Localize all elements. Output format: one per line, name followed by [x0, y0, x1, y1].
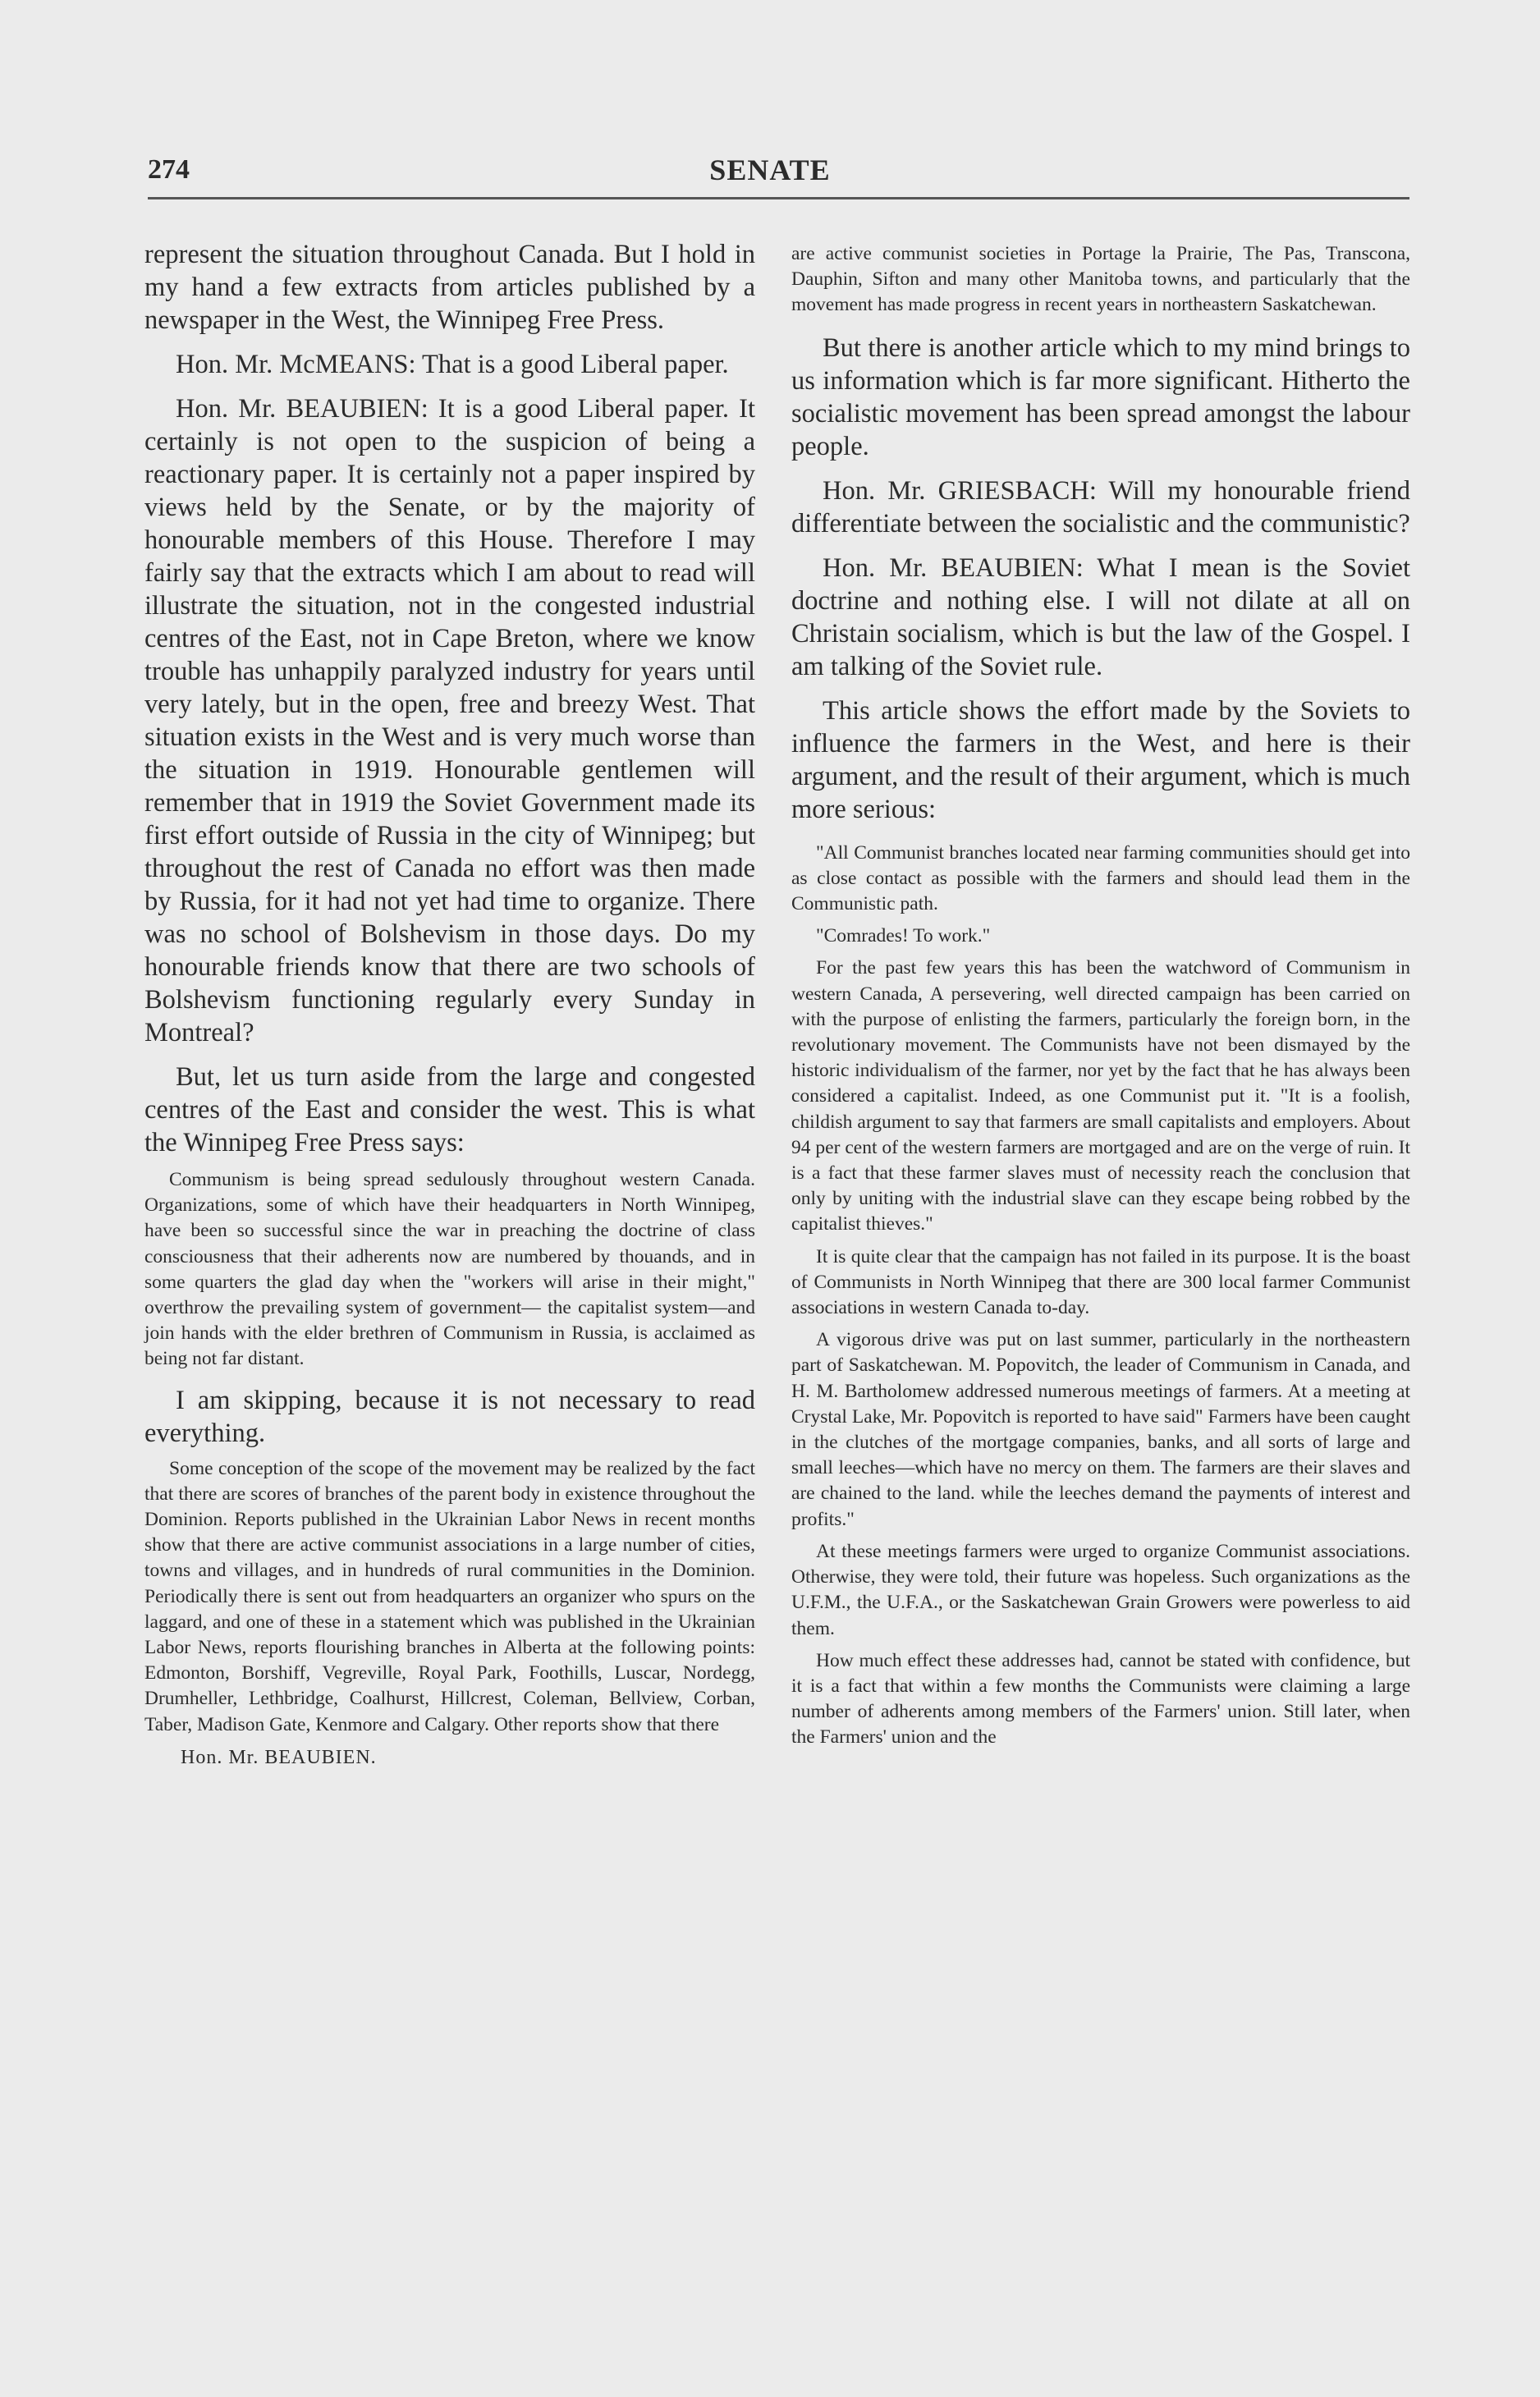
- quoted-extract: A vigorous drive was put on last summer, particularly in the northeastern part of Saskatchewan. M. Popovitch, the leader of Communism in Canada, and H. M. Bartholomew addressed numerous meetings of farmers. At a meeting at Crystal Lake, Mr. Popovitch is reported to have said" Farmers have been caught in the clutches of the mortgage companies, banks, and all sorts of large and small leeches—which have no mercy on them. The farmers are their slaves and are chained to the land. while the leeches demand the payments of interest and profits.": [791, 1329, 1410, 1530]
- quoted-extract: "All Communist branches located near farming communities should get into as close contact as possible with the farmers and should lead them in the Communistic path.: [791, 841, 1410, 915]
- page-number: 274: [148, 154, 190, 185]
- quoted-extract: "Comrades! To work.": [816, 925, 991, 947]
- paragraph: I am skipping, because it is not necessary to read everything.: [144, 1385, 755, 1448]
- left-column: [144, 238, 755, 1771]
- speech-mcmeans: Hon. Mr. McMEANS: That is a good Liberal paper.: [176, 350, 729, 379]
- quoted-extract: Some conception of the scope of the movement may be realized by the fact that there are scores of branches of the parent body in existence throughout the Dominion. Reports published in the Ukrainian Labor News in recent months show that there are active communist associations in a large number of cities, towns and villages, and in hundreds of rural communities in the Dominion. Periodically there is sent out from headquarters an organizer who spurs on the laggard, and one of these in a statement which was published in the Ukrainian Labor News, reports flourishing branches in Alberta at the following points: Edmonton, Borshiff, Vegreville, Royal Park, Foothills, Luscar, Nordegg, Drumheller, Lethbridge, Coalhurst, Hillcrest, Coleman, Bellview, Corban, Taber, Madison Gate, Kenmore and Calgary. Other reports show that there: [144, 1457, 755, 1735]
- paragraph: But there is another article which to my mind brings to us information which is far more significant. Hitherto the socialistic movement has been spread amongst the labour people.: [791, 332, 1410, 461]
- header-rule: [148, 197, 1409, 199]
- quoted-extract: Communism is being spread sedulously throughout western Canada. Organizations, some of which have their headquarters in North Winnipeg, have been so successful since the war in preaching the doctrine of class consciousness that their adherents now are numbered by thouands, and in some quarters the glad day when the "workers will arise in their might," overthrow the prevailing system of government— the capitalist system—and join hands with the elder brethren of Communism in Russia, is acclaimed as being not far distant.: [144, 1169, 755, 1370]
- speaker-attribution: Hon. Mr. BEAUBIEN.: [181, 1746, 377, 1768]
- speech-griesbach: Hon. Mr. GRIESBACH: Will my honourable friend differentiate between the socialistic and the communistic?: [791, 475, 1410, 539]
- quoted-extract: are active communist societies in Portage la Prairie, The Pas, Transcona, Dauphin, Sifton and many other Manitoba towns, and particularly that the movement has made progress in recent years in northeastern Saskatchewan.: [791, 243, 1410, 316]
- paragraph: This article shows the effort made by the Soviets to influence the farmers in the West, and here is their argument, and the result of their argument, which is much more serious:: [791, 695, 1410, 824]
- running-head: SENATE: [709, 154, 831, 186]
- quoted-extract: It is quite clear that the campaign has not failed in its purpose. It is the boast of Communists in North Winnipeg that there are 300 local farmer Communist associations in western Canada to-day.: [791, 1245, 1410, 1319]
- quoted-extract: How much effect these addresses had, cannot be stated with confidence, but it is a fact that within a few months the Communists were claiming a large number of adherents among members of the Farmers' union. Still later, when the Farmers' union and the: [791, 1649, 1410, 1748]
- paragraph: But, let us turn aside from the large and congested centres of the East and consider the west. This is what the Winnipeg Free Press says:: [144, 1062, 755, 1157]
- quoted-extract: At these meetings farmers were urged to organize Communist associations. Otherwise, they were told, their future was hopeless. Such organizations as the U.F.M., the U.F.A., or the Saskatchewan Grain Growers were powerless to aid them.: [791, 1540, 1410, 1639]
- speech-beaubien: Hon. Mr. BEAUBIEN: It is a good Liberal paper. It certainly is not open to the suspicion of being a reactionary paper. It is certainly not a paper inspired by views held by the Senate, or by the majority of honourable members of this House. Therefore I may fairly say that the extracts which I am about to read will illustrate the situation, not in the congested industrial centres of the East, not in Cape Breton, where we know trouble has unhappily paralyzed industry for years until very lately, but in the open, free and breezy West. That situation exists in the West and is very much worse than the situation in 1919. Honourable gentlemen will remember that in 1919 the Soviet Government made its first effort outside of Russia in the city of Winnipeg; but throughout the rest of Canada no effort was then made by Russia, for it had not yet had time to organize. There was no school of Bolshevism in those days. Do my honourable friends know that there are two schools of Bolshevism functioning regularly every Sunday in Montreal?: [144, 394, 755, 1047]
- right-column: [791, 241, 1410, 1758]
- paragraph: represent the situation throughout Canada. But I hold in my hand a few extracts from articles published by a newspaper in the West, the Winnipeg Free Press.: [144, 240, 755, 335]
- quoted-extract: For the past few years this has been the watchword of Communism in western Canada, A persevering, well directed campaign has been carried on with the purpose of enlisting the farmers, particularly the foreign born, in the revolutionary movement. The Communists have not been dismayed by the historic individualism of the farmer, nor yet by the fact that he has always been considered a capitalist. Indeed, as one Communist put it. "It is a foolish, childish argument to say that farmers are small capitalists and employers. About 94 per cent of the western farmers are mortgaged and are on the verge of ruin. It is a fact that these farmer slaves must of necessity reach the conclusion that only by uniting with the industrial slave can they escape being robbed by the capitalist thieves.": [791, 957, 1410, 1235]
- speech-beaubien: Hon. Mr. BEAUBIEN: What I mean is the Soviet doctrine and nothing else. I will not dilate at all on Christain socialism, which is but the law of the Gospel. I am talking of the Soviet rule.: [791, 552, 1410, 681]
